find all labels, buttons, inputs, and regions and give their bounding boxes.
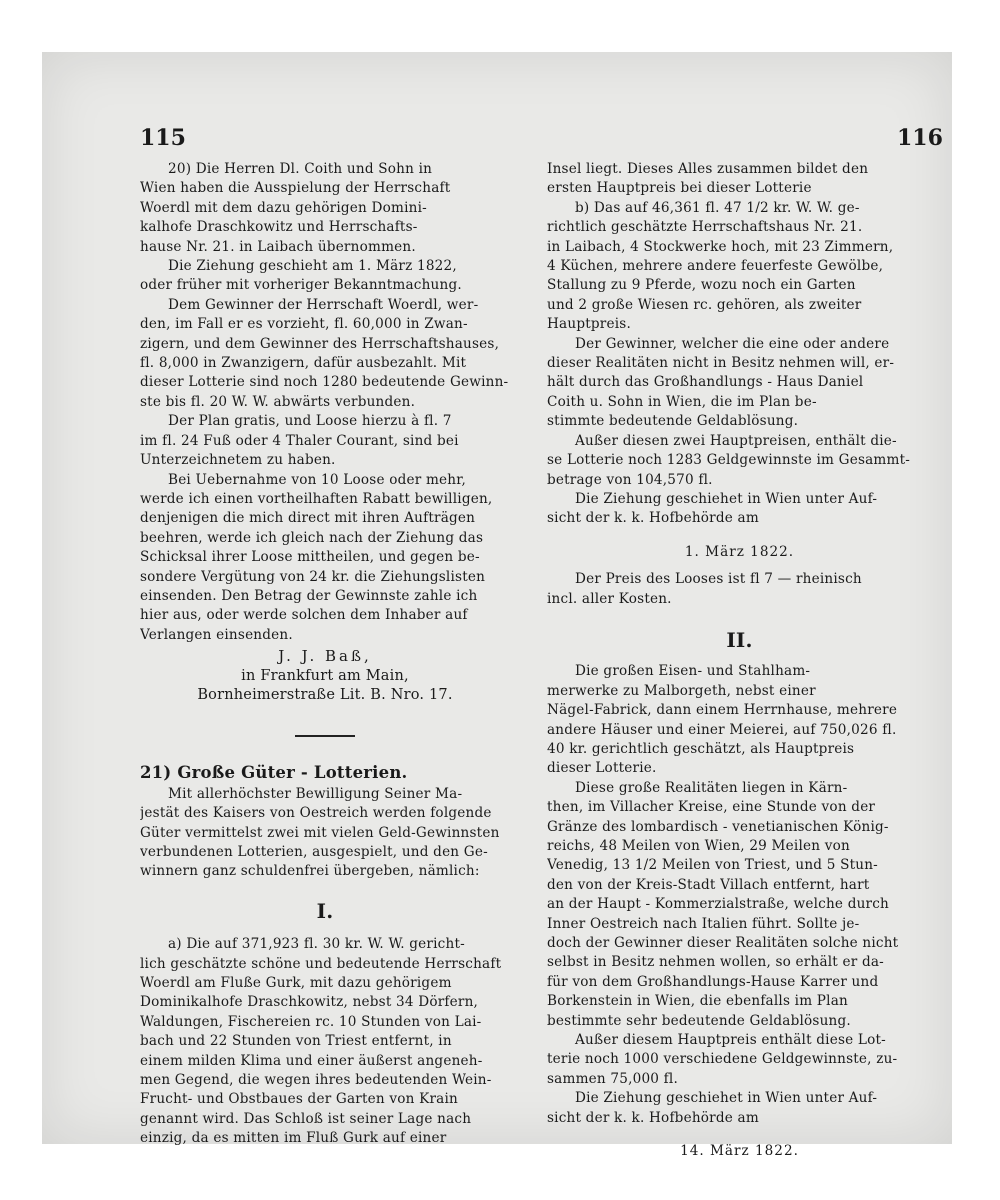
text-line: einem milden Klima und einer äußerst angeneh- [140,1052,483,1069]
text-line: werde ich einen vortheilhaften Rabatt bewilligen, [140,490,493,507]
signature-block [140,647,510,705]
text-line: se Lotterie noch 1283 Geldgewinnste im Gesammt- [547,452,911,469]
text-line: dieser Lotterie sind noch 1280 bedeutende Gewinn- [140,374,509,391]
text-line: doch der Gewinner dieser Realitäten solche nicht [547,935,899,952]
text-line: Unterzeichnetem zu haben. [140,452,336,469]
text-line: einzig, da es mitten im Fluß Gurk auf einer [140,1130,447,1147]
gewinner-paragraph [140,296,510,412]
realitaeten-paragraph [547,779,932,1031]
ziehung2-paragraph [547,1089,932,1128]
section-21-heading: 21) Große Güter - Lotterien. [140,763,408,783]
text-line: verbundenen Lotterien, ausgespielt, und den Ge- [140,844,488,860]
section-21-intro [140,785,510,882]
text-line: dieser Lotterie. [547,760,657,777]
item-a-paragraph [140,935,510,1148]
lottery-one-heading: I. [316,898,334,923]
text-line: Dem Gewinner der Herrschaft Woerdl, wer- [168,296,479,313]
text-line: winnern ganz schuldenfrei übergeben, nämlich: [140,863,480,880]
text-line: ersten Hauptpreis bei dieser Lotterie [547,180,812,197]
text-line: a) Die auf 371,923 fl. 30 kr. W. W. gericht- [168,936,465,953]
draw-date-two: 14. März 1822. [680,1143,799,1160]
draw-date-one: 1. März 1822. [684,543,795,560]
text-line: für von dem Großhandlungs-Hause Karrer und [547,973,879,990]
text-line: den, im Fall er es vorzieht, fl. 60,000 in Zwan- [140,316,468,333]
text-line: 20) Die Herren Dl. Coith und Sohn in [168,161,433,177]
text-line: Güter vermittelst zwei mit vielen Geld-Gewinnsten [140,824,500,841]
text-line: bestimmte sehr bedeutende Geldablösung. [547,1012,851,1029]
text-line: then, im Villacher Kreise, eine Stunde von der [547,799,876,816]
text-line: den von der Kreis-Stadt Villach entfernt, hart [547,876,870,893]
text-line: richtlich geschätzte Herrschaftshaus Nr. 21. [547,219,863,236]
text-line: Wien haben die Ausspielung der Herrschaft [140,180,451,197]
text-line: jestät des Kaisers von Oestreich werden folgende [140,805,492,822]
text-line: Der Gewinner, welcher die eine oder andere [575,335,890,352]
section-divider [295,735,355,737]
text-line: in Laibach, 4 Stockwerke hoch, mit 23 Zimmern, [547,238,894,255]
right-column [547,160,932,1170]
text-line: andere Häuser und einer Meierei, auf 750,026 fl. [547,721,897,738]
lottery-two-heading: II. [726,627,753,652]
text-line: oder früher mit vorheriger Bekanntmachung. [140,277,462,294]
text-line: Der Plan gratis, und Loose hierzu à fl. 7 [168,413,452,430]
left-column [140,160,510,1149]
text-line: Waldungen, Fischereien rc. 10 Stunden von Lai- [140,1013,482,1030]
ziehung-paragraph [140,257,510,296]
text-line: sondere Vergütung von 24 kr. die Ziehungslisten [140,568,486,585]
text-line: Die Ziehung geschieht am 1. März 1822, [168,258,457,275]
text-line: incl. aller Kosten. [547,590,672,607]
text-line: genannt wird. Das Schloß ist seiner Lage nach [140,1110,472,1127]
text-line: stimmte bedeutende Geldablösung. [547,413,799,430]
text-line: dieser Realitäten nicht in Besitz nehmen will, er- [547,355,895,372]
text-line: denjenigen die mich direct mit ihren Aufträgen [140,510,476,527]
text-line: 4 Küchen, mehrere andere feuerfeste Gewölbe, [547,258,884,275]
hauptpreis-paragraph [547,1031,932,1089]
text-line: Diese große Realitäten liegen in Kärn- [575,779,848,796]
page-number-right: 116 [897,125,943,151]
ausser-paragraph [547,432,932,490]
text-line: Der Preis des Looses ist fl 7 — rheinisch [575,571,862,588]
text-line: sicht der k. k. Hofbehörde am [547,510,759,527]
continuation-paragraph [547,160,932,199]
text-line: beehren, werde ich gleich nach der Ziehung das [140,529,484,546]
text-line: Gränze des lombardisch - venetianischen König- [547,818,889,835]
text-line: Außer diesen zwei Hauptpreisen, enthält die- [575,432,897,449]
text-line: einsenden. Den Betrag der Gewinnste zahle ich [140,587,478,604]
page-number-left: 115 [140,125,186,151]
text-line: Mit allerhöchster Bewilligung Seiner Ma- [168,785,463,802]
text-line: terie noch 1000 verschiedene Geldgewinnste, zu- [547,1051,898,1068]
text-line: b) Das auf 46,361 fl. 47 1/2 kr. W. W. ge- [575,199,860,216]
text-line: im fl. 24 Fuß oder 4 Thaler Courant, sind bei [140,432,459,449]
text-line: selbst in Besitz nehmen wollen, so erhält er da- [547,954,884,971]
uebernahme-paragraph [140,471,510,646]
text-line: hält durch das Großhandlungs - Haus Daniel [547,374,864,391]
signature-name: J. J. Baß, [278,647,372,666]
text-line: Die Ziehung geschiehet in Wien unter Auf- [575,490,878,507]
text-line: Frucht- und Obstbaues der Garten von Krain [140,1091,458,1108]
text-line: Coith u. Sohn in Wien, die im Plan be- [547,393,817,410]
text-line: Außer diesem Hauptpreis enthält diese Lot- [575,1032,886,1049]
signature-address: Bornheimerstraße Lit. B. Nro. 17. [197,686,453,703]
entry-20-paragraph [140,160,510,257]
text-line: Woerdl mit dem dazu gehörigen Domini- [140,199,427,216]
preis-paragraph [547,570,932,609]
text-line: hause Nr. 21. in Laibach übernommen. [140,238,416,255]
text-line: ste bis fl. 20 W. W. abwärts verbunden. [140,393,416,410]
text-line: fl. 8,000 in Zwanzigern, dafür ausbezahlt. Mit [140,355,467,372]
text-line: lich geschätzte schöne und bedeutende Herrschaft [140,955,502,972]
text-line: kalhofe Draschkowitz und Herrschafts- [140,219,418,236]
text-line: Stallung zu 9 Pferde, wozu noch ein Garten [547,277,856,294]
text-line: merwerke zu Malborgeth, nebst einer [547,682,816,699]
text-line: an der Haupt - Kommerzialstraße, welche durch [547,896,890,913]
text-line: zigern, und dem Gewinner des Herrschaftshauses, [140,335,500,352]
signature-place: in Frankfurt am Main, [241,667,409,684]
text-line: Die Ziehung geschiehet in Wien unter Auf- [575,1090,878,1107]
text-line: betrage von 104,570 fl. [547,471,713,488]
text-line: Borkenstein in Wien, die ebenfalls im Plan [547,993,848,1010]
text-line: bach und 22 Stunden von Triest entfernt, in [140,1033,452,1050]
text-line: Schicksal ihrer Loose mittheilen, und gegen be- [140,549,480,566]
text-line: Hauptpreis. [547,316,631,333]
plan-paragraph [140,412,510,470]
text-line: sicht der k. k. Hofbehörde am [547,1109,759,1126]
text-line: reichs, 48 Meilen von Wien, 29 Meilen von [547,838,850,854]
text-line: Bei Uebernahme von 10 Loose oder mehr, [168,471,466,488]
text-line: Dominikalhofe Draschkowitz, nebst 34 Dörfern, [140,994,479,1011]
text-line: sammen 75,000 fl. [547,1070,678,1087]
ziehung-paragraph-right [547,490,932,529]
text-line: hier aus, oder werde solchen dem Inhaber auf [140,607,468,624]
text-line: Insel liegt. Dieses Alles zusammen bildet den [547,161,869,177]
item-two-paragraph [547,662,932,778]
gewinner-paragraph-right [547,335,932,432]
text-line: Die großen Eisen- und Stahlham- [575,663,811,680]
text-line: Verlangen einsenden. [140,626,293,643]
text-line: men Gegend, die wegen ihres bedeutenden Wein- [140,1072,492,1089]
text-line: Venedig, 13 1/2 Meilen von Triest, und 5 Stun- [547,857,878,874]
text-line: und 2 große Wiesen rc. gehören, als zweiter [547,296,862,313]
text-line: Nägel-Fabrick, dann einem Herrnhause, mehrere [547,702,898,719]
text-line: Woerdl am Fluße Gurk, mit dazu gehörigem [140,975,452,992]
text-line: 40 kr. gerichtlich geschätzt, als Hauptpreis [547,740,855,757]
text-line: Inner Oestreich nach Italien führt. Sollte je- [547,915,860,932]
item-b-paragraph [547,199,932,335]
